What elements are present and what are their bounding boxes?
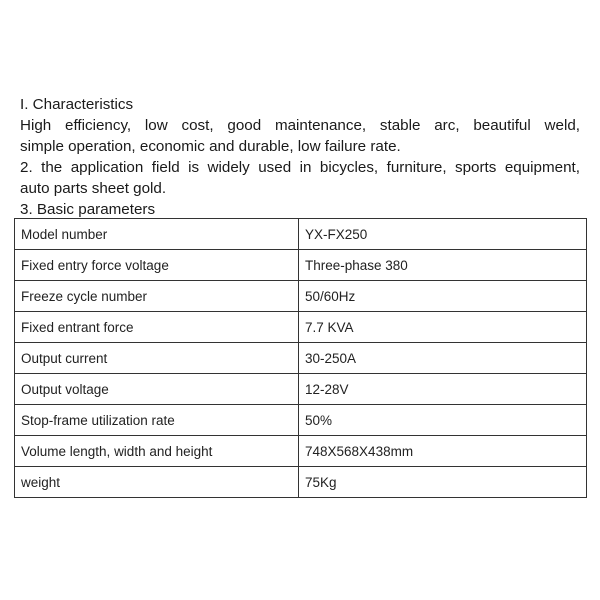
param-label: Freeze cycle number <box>15 281 299 312</box>
param-label: Output voltage <box>15 374 299 405</box>
param-value: 30-250A <box>299 343 587 374</box>
param-value: 748X568X438mm <box>299 436 587 467</box>
application-field-line-2: auto parts sheet gold. <box>20 180 167 197</box>
param-value: 12-28V <box>299 374 587 405</box>
table-row <box>15 343 587 374</box>
table-row <box>15 312 587 343</box>
param-label: Fixed entry force voltage <box>15 250 299 281</box>
param-label: Model number <box>15 219 299 250</box>
table-row <box>15 281 587 312</box>
characteristics-text-line-1: High efficiency, low cost, good maintenance, stable arc, beautiful weld, <box>20 117 580 134</box>
param-value: 50% <box>299 405 587 436</box>
param-label: Output current <box>15 343 299 374</box>
param-label: Fixed entrant force <box>15 312 299 343</box>
characteristics-text-line-2: simple operation, economic and durable, low failure rate. <box>20 138 401 155</box>
param-value: Three-phase 380 <box>299 250 587 281</box>
basic-parameters-table <box>14 218 587 498</box>
characteristics-heading: I. Characteristics <box>20 96 134 113</box>
table-row <box>15 219 587 250</box>
application-field-line-1: 2. the application field is widely used in bicycles, furniture, sports equipment, <box>20 159 580 176</box>
param-value: 75Kg <box>299 467 587 498</box>
table-row <box>15 250 587 281</box>
table-row <box>15 374 587 405</box>
basic-parameters-heading: 3. Basic parameters <box>20 201 156 218</box>
table-row <box>15 405 587 436</box>
param-value: 7.7 KVA <box>299 312 587 343</box>
document-body <box>20 94 580 220</box>
param-label: Stop-frame utilization rate <box>15 405 299 436</box>
param-label: Volume length, width and height <box>15 436 299 467</box>
table-row <box>15 436 587 467</box>
param-label: weight <box>15 467 299 498</box>
table-row <box>15 467 587 498</box>
param-value: YX-FX250 <box>299 219 587 250</box>
param-value: 50/60Hz <box>299 281 587 312</box>
